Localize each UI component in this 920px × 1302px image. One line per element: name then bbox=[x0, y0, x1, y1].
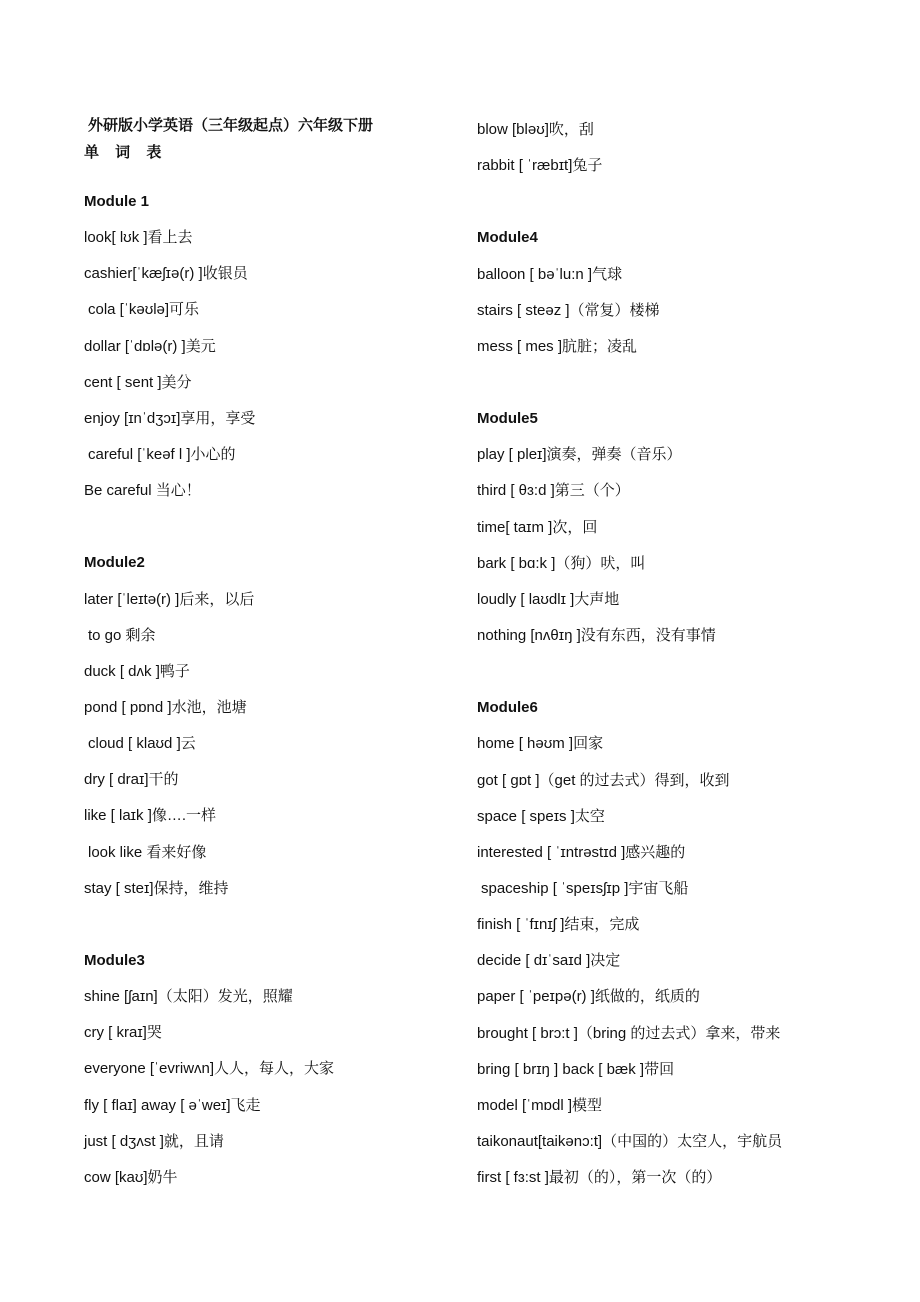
vocab-entry: look[ lʊk ]看上去 bbox=[84, 229, 193, 247]
vocab-entry: cloud [ klaʊd ]云 bbox=[88, 735, 196, 753]
spacer bbox=[84, 509, 464, 545]
vocab-entry: bring [ brɪŋ ] back [ bæk ]带回 bbox=[477, 1060, 675, 1078]
vocab-entry: paper [ ˈpeɪpə(r) ]纸做的，纸质的 bbox=[477, 988, 700, 1006]
vocab-entry: mess [ mes ]肮脏；凌乱 bbox=[477, 337, 638, 355]
module-heading: Module6 bbox=[477, 699, 538, 717]
vocab-entry: careful [ˈkeəf l ]小心的 bbox=[88, 445, 236, 463]
vocab-entry: model [ˈmɒdl ]模型 bbox=[477, 1096, 603, 1114]
spacer bbox=[477, 654, 897, 690]
vocab-entry: balloon [ bəˈlu:n ]气球 bbox=[477, 265, 623, 283]
vocab-entry: home [ həʊm ]回家 bbox=[477, 735, 604, 753]
vocab-entry: third [ θɜ:d ]第三（个） bbox=[477, 482, 630, 500]
right-column bbox=[477, 112, 897, 1196]
title-line-2: 单 词 表 bbox=[84, 144, 168, 161]
vocab-entry: shine [ʃaɪn]（太阳）发光，照耀 bbox=[84, 988, 293, 1006]
vocab-entry: brought [ brɔ:t ]（bring 的过去式）拿来，带来 bbox=[477, 1024, 781, 1042]
vocab-entry: got [ gɒt ]（get 的过去式）得到，收到 bbox=[477, 771, 730, 789]
vocab-entry: stay [ steɪ]保持，维持 bbox=[84, 879, 229, 897]
vocab-entry: to go 剩余 bbox=[88, 626, 156, 644]
vocab-entry: blow [bləʊ]吹，刮 bbox=[477, 121, 594, 138]
vocab-entry: cola [ˈkəʊlə]可乐 bbox=[88, 301, 200, 319]
vocab-entry: bark [ bɑ:k ]（狗）吠，叫 bbox=[477, 554, 646, 572]
vocab-entry: enjoy [ɪnˈdʒɔɪ]享用，享受 bbox=[84, 409, 256, 427]
vocab-entry: first [ fɜ:st ]最初（的），第一次（的） bbox=[477, 1169, 722, 1187]
module-heading: Module5 bbox=[477, 410, 538, 428]
vocab-entry: pond [ pɒnd ]水池，池塘 bbox=[84, 698, 247, 716]
module-heading: Module4 bbox=[477, 229, 538, 247]
left-word-list bbox=[84, 184, 464, 1196]
vocab-entry: space [ speɪs ]太空 bbox=[477, 807, 605, 825]
vocab-entry: nothing [nʌθɪŋ ]没有东西，没有事情 bbox=[477, 626, 716, 644]
spacer bbox=[84, 907, 464, 943]
vocab-entry: spaceship [ ˈspeɪsʃɪp ]宇宙飞船 bbox=[481, 879, 689, 897]
right-word-list bbox=[477, 112, 897, 1196]
module-heading: Module 1 bbox=[84, 193, 150, 210]
vocab-entry: cow [kaʊ]奶牛 bbox=[84, 1168, 178, 1186]
vocab-entry: cry [ kraɪ]哭 bbox=[84, 1024, 162, 1042]
vocab-entry: taikonaut[taikənɔ:t]（中国的）太空人，宇航员 bbox=[477, 1132, 783, 1150]
vocab-entry: look like 看来好像 bbox=[88, 843, 207, 861]
vocab-entry: loudly [ laʊdlɪ ]大声地 bbox=[477, 590, 620, 608]
vocab-entry: time[ taɪm ]次，回 bbox=[477, 518, 598, 536]
vocab-entry: interested [ ˈɪntrəstɪd ]感兴趣的 bbox=[477, 843, 686, 861]
vocab-entry: play [ pleɪ]演奏，弹奏（音乐） bbox=[477, 446, 682, 464]
module-heading: Module2 bbox=[84, 554, 145, 572]
spacer bbox=[477, 365, 897, 401]
spacer bbox=[477, 184, 897, 220]
vocab-entry: later [ˈleɪtə(r) ]后来，以后 bbox=[84, 590, 255, 608]
vocab-entry: finish [ ˈfɪnɪʃ ]结束，完成 bbox=[477, 916, 640, 934]
vocab-entry: dry [ draɪ]干的 bbox=[84, 771, 179, 789]
vocab-entry: everyone [ˈevriwʌn]人人，每人，大家 bbox=[84, 1060, 335, 1078]
vocab-entry: Be careful 当心！ bbox=[84, 482, 201, 500]
document-title bbox=[84, 112, 464, 166]
vocab-entry: decide [ dɪˈsaɪd ]决定 bbox=[477, 952, 621, 970]
vocab-entry: dollar [ˈdɒlə(r) ]美元 bbox=[84, 337, 216, 355]
title-line-1: 外研版小学英语（三年级起点）六年级下册 bbox=[88, 117, 374, 134]
vocab-entry: cent [ sent ]美分 bbox=[84, 373, 192, 391]
vocab-entry: duck [ dʌk ]鸭子 bbox=[84, 662, 190, 680]
spacer bbox=[84, 166, 464, 184]
left-column bbox=[84, 112, 464, 1196]
vocab-entry: fly [ flaɪ] away [ əˈweɪ]飞走 bbox=[84, 1096, 261, 1114]
vocab-entry: just [ dʒʌst ]就，且请 bbox=[84, 1132, 224, 1150]
module-heading: Module3 bbox=[84, 951, 145, 969]
vocab-entry: rabbit [ ˈræbɪt]兔子 bbox=[477, 157, 603, 175]
vocab-entry: like [ laɪk ]像….一样 bbox=[84, 807, 217, 825]
vocab-entry: cashier[ˈkæʃɪə(r) ]收银员 bbox=[84, 265, 248, 283]
vocab-entry: stairs [ steəz ]（常复）楼梯 bbox=[477, 301, 660, 319]
